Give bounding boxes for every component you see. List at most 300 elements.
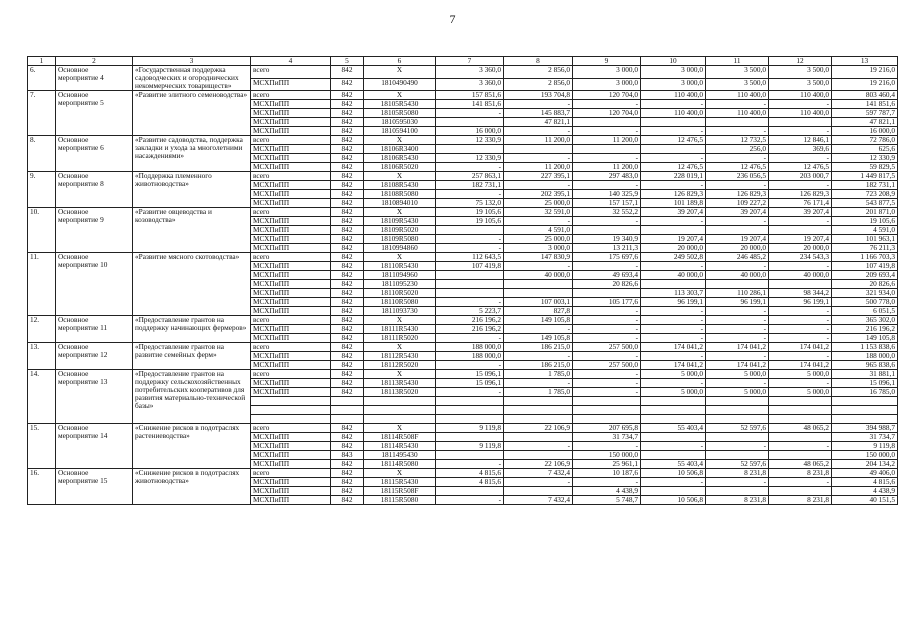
table-cell: 140 325,9 — [573, 190, 641, 199]
table-cell: 842 — [331, 145, 364, 154]
table-cell: 842 — [331, 163, 364, 172]
table-cell: 18106R5430 — [364, 154, 436, 163]
table-cell: - — [641, 379, 706, 388]
table-cell: МСХПиПП — [251, 109, 331, 118]
table-cell: МСХПиПП — [251, 298, 331, 307]
table-cell: 19 207,4 — [641, 235, 706, 244]
table-cell: - — [641, 307, 706, 316]
table-cell: 18106R5020 — [364, 163, 436, 172]
row-number: 11. — [28, 253, 56, 316]
table-cell: 842 — [331, 208, 364, 217]
table-cell: 59 829,5 — [832, 163, 898, 172]
table-cell: 147 830,9 — [504, 253, 573, 262]
event-name: Основное мероприятие 12 — [56, 343, 133, 370]
table-cell — [573, 118, 641, 127]
table-cell: 15 096,1 — [436, 370, 504, 379]
page-number: 7 — [449, 12, 456, 26]
table-cell: 842 — [331, 109, 364, 118]
table-cell — [769, 406, 832, 415]
table-cell — [436, 145, 504, 154]
event-title: «Предоставление грантов на поддержку сельскохозяйственных потребительских кооперативов для развития материально-технической базы» — [133, 370, 251, 424]
table-cell: 842 — [331, 442, 364, 451]
table-cell: 157 157,1 — [573, 199, 641, 208]
table-cell: X — [364, 469, 436, 478]
event-name: Основное мероприятие 8 — [56, 172, 133, 208]
table-cell: МСХПиПП — [251, 388, 331, 397]
table-cell — [573, 289, 641, 298]
table-cell: - — [573, 154, 641, 163]
table-cell: 842 — [331, 334, 364, 343]
table-cell: 186 215,0 — [504, 361, 573, 370]
table-cell: 207 695,8 — [573, 424, 641, 433]
table-cell: 120 704,0 — [573, 91, 641, 100]
table-cell: 5 000,0 — [706, 388, 769, 397]
table-cell — [641, 280, 706, 289]
table-cell: 18113R5430 — [364, 379, 436, 388]
event-name: Основное мероприятие 9 — [56, 208, 133, 253]
table-cell — [769, 451, 832, 460]
table-cell: 5 000,0 — [641, 370, 706, 379]
table-cell: - — [769, 217, 832, 226]
table-cell: X — [364, 316, 436, 325]
table-cell: 186 215,0 — [504, 343, 573, 352]
table-cell — [504, 451, 573, 460]
table-cell: - — [641, 154, 706, 163]
table-cell: 15 096,1 — [832, 379, 898, 388]
row-number: 7. — [28, 91, 56, 136]
table-cell: 49 406,0 — [832, 469, 898, 478]
table-cell: 18115R5080 — [364, 496, 436, 505]
row-number: 9. — [28, 172, 56, 208]
table-cell — [504, 433, 573, 442]
table-cell: - — [573, 127, 641, 136]
table-cell: 12 476,5 — [769, 163, 832, 172]
table-cell: 96 199,1 — [769, 298, 832, 307]
table-cell: 842 — [331, 217, 364, 226]
table-cell: 18112R5020 — [364, 361, 436, 370]
table-cell: - — [706, 325, 769, 334]
table-cell: 842 — [331, 370, 364, 379]
table-cell: 246 485,2 — [706, 253, 769, 262]
table-cell: 141 851,6 — [832, 100, 898, 109]
table-cell: 12 330,9 — [436, 136, 504, 145]
table-cell: всего — [251, 66, 331, 79]
column-number: 6 — [364, 57, 436, 66]
table-cell: X — [364, 136, 436, 145]
table-cell: - — [436, 298, 504, 307]
table-cell: - — [769, 100, 832, 109]
table-cell: 145 883,7 — [504, 109, 573, 118]
table-cell: 96 199,1 — [706, 298, 769, 307]
table-cell: 842 — [331, 325, 364, 334]
table-cell: 3 500,0 — [706, 66, 769, 79]
table-cell: - — [436, 334, 504, 343]
table-cell: 40 000,0 — [706, 271, 769, 280]
table-cell: 18108R5430 — [364, 181, 436, 190]
table-cell: 19 216,0 — [832, 78, 898, 91]
table-cell: 193 704,8 — [504, 91, 573, 100]
table-cell: всего — [251, 370, 331, 379]
table-cell: - — [641, 127, 706, 136]
table-cell — [641, 433, 706, 442]
table-cell: 18113R5020 — [364, 388, 436, 397]
table-cell: МСХПиПП — [251, 433, 331, 442]
table-cell: 843 — [331, 451, 364, 460]
table-cell — [573, 145, 641, 154]
table-cell: 3 500,0 — [769, 78, 832, 91]
table-cell: 842 — [331, 190, 364, 199]
table-cell: - — [504, 325, 573, 334]
table-cell: 149 105,8 — [504, 334, 573, 343]
table-cell: 15 096,1 — [436, 379, 504, 388]
table-cell: всего — [251, 136, 331, 145]
table-cell: - — [641, 442, 706, 451]
table-cell — [832, 406, 898, 415]
table-cell: 842 — [331, 478, 364, 487]
table-cell: 101 963,1 — [832, 235, 898, 244]
table-cell — [504, 280, 573, 289]
table-cell: 5 000,0 — [769, 370, 832, 379]
table-cell: 10 187,6 — [573, 469, 641, 478]
event-title: «Развитие овцеводства и козоводства» — [133, 208, 251, 253]
row-number: 14. — [28, 370, 56, 424]
table-cell: 22 106,9 — [504, 424, 573, 433]
table-cell: МСХПиПП — [251, 496, 331, 505]
table-cell: 47 821,1 — [504, 118, 573, 127]
table-cell: 18111R5020 — [364, 334, 436, 343]
table-cell: 174 041,2 — [706, 343, 769, 352]
table-cell: - — [504, 478, 573, 487]
table-cell: 842 — [331, 289, 364, 298]
event-name: Основное мероприятие 15 — [56, 469, 133, 505]
table-cell — [573, 406, 641, 415]
table-cell: МСХПиПП — [251, 163, 331, 172]
table-cell: всего — [251, 316, 331, 325]
table-cell: 188 000,0 — [436, 343, 504, 352]
table-cell: МСХПиПП — [251, 271, 331, 280]
table-cell — [436, 289, 504, 298]
table-cell: МСХПиПП — [251, 478, 331, 487]
column-number: 8 — [504, 57, 573, 66]
table-row — [28, 208, 898, 217]
column-number: 4 — [251, 57, 331, 66]
table-cell: - — [641, 352, 706, 361]
table-cell: 110 400,0 — [641, 109, 706, 118]
table-cell: 297 483,0 — [573, 172, 641, 181]
table-cell — [436, 415, 504, 424]
table-cell: 18112R5430 — [364, 352, 436, 361]
event-title: «Развитие мясного скотоводства» — [133, 253, 251, 316]
table-cell: 182 731,1 — [436, 181, 504, 190]
table-cell: 1811495430 — [364, 451, 436, 460]
table-cell — [706, 397, 769, 406]
table-cell: 236 056,5 — [706, 172, 769, 181]
table-row — [28, 172, 898, 181]
table-cell: МСХПиПП — [251, 127, 331, 136]
column-number: 12 — [769, 57, 832, 66]
table-cell: 842 — [331, 136, 364, 145]
table-cell: 8 231,8 — [769, 496, 832, 505]
table-cell: 202 395,1 — [504, 190, 573, 199]
table-cell: - — [706, 100, 769, 109]
table-cell: 842 — [331, 343, 364, 352]
column-number: 9 — [573, 57, 641, 66]
table-cell: 120 704,0 — [573, 109, 641, 118]
table-cell: 1 785,0 — [504, 370, 573, 379]
table-cell: 18105R5430 — [364, 100, 436, 109]
table-cell — [331, 415, 364, 424]
table-cell: 216 196,2 — [436, 316, 504, 325]
table-cell — [251, 406, 331, 415]
column-number: 7 — [436, 57, 504, 66]
table-cell: 827,8 — [504, 307, 573, 316]
table-cell: - — [641, 100, 706, 109]
budget-table — [27, 56, 898, 505]
table-cell — [331, 397, 364, 406]
table-cell — [436, 433, 504, 442]
table-cell: 11 200,0 — [504, 163, 573, 172]
column-number: 10 — [641, 57, 706, 66]
table-cell — [641, 415, 706, 424]
table-cell: 842 — [331, 78, 364, 91]
table-cell: - — [504, 217, 573, 226]
table-cell: всего — [251, 172, 331, 181]
table-cell: 39 207,4 — [769, 208, 832, 217]
table-cell: 39 207,4 — [706, 208, 769, 217]
table-cell: 209 693,4 — [832, 271, 898, 280]
table-cell: 803 460,4 — [832, 91, 898, 100]
table-cell: 234 543,3 — [769, 253, 832, 262]
table-cell: всего — [251, 469, 331, 478]
table-cell — [573, 415, 641, 424]
event-name: Основное мероприятие 14 — [56, 424, 133, 469]
table-cell: 126 829,3 — [706, 190, 769, 199]
table-cell — [504, 406, 573, 415]
table-cell: 32 591,0 — [504, 208, 573, 217]
table-cell — [769, 118, 832, 127]
table-cell: - — [769, 307, 832, 316]
table-cell: - — [436, 361, 504, 370]
table-cell: - — [573, 478, 641, 487]
table-cell: 18106R3400 — [364, 145, 436, 154]
event-title: «Развитие элитного семеноводства» — [133, 91, 251, 136]
table-cell: 18105R5080 — [364, 109, 436, 118]
table-cell: - — [573, 379, 641, 388]
table-cell: 31 734,7 — [573, 433, 641, 442]
table-cell: 4 438,9 — [573, 487, 641, 496]
table-cell: 40 000,0 — [641, 271, 706, 280]
table-cell: 96 199,1 — [641, 298, 706, 307]
event-title: «Государственная поддержка садоводческих и огороднических некоммерческих товариществ» — [133, 66, 251, 91]
table-cell: 228 019,1 — [641, 172, 706, 181]
table-cell: 5 000,0 — [706, 370, 769, 379]
table-cell: 107 003,1 — [504, 298, 573, 307]
table-cell — [436, 397, 504, 406]
event-title: «Снижение рисков в подотраслях растениеводства» — [133, 424, 251, 469]
table-cell: - — [769, 127, 832, 136]
table-cell: 6 051,5 — [832, 307, 898, 316]
table-cell: 7 432,4 — [504, 469, 573, 478]
table-cell: 19 340,9 — [573, 235, 641, 244]
table-cell: 174 041,2 — [641, 343, 706, 352]
table-cell — [706, 415, 769, 424]
table-cell: 3 360,0 — [436, 78, 504, 91]
table-cell: - — [504, 154, 573, 163]
table-cell: - — [769, 442, 832, 451]
table-cell: 18110R5020 — [364, 289, 436, 298]
table-cell: - — [504, 442, 573, 451]
table-cell: 2 856,0 — [504, 66, 573, 79]
table-cell: X — [364, 370, 436, 379]
table-cell — [251, 397, 331, 406]
event-name: Основное мероприятие 10 — [56, 253, 133, 316]
table-cell: 8 231,8 — [769, 469, 832, 478]
table-cell — [832, 397, 898, 406]
table-cell — [641, 145, 706, 154]
table-cell: - — [436, 460, 504, 469]
table-cell: 18114R5430 — [364, 442, 436, 451]
table-cell: 47 821,1 — [832, 118, 898, 127]
table-cell: 110 400,0 — [769, 109, 832, 118]
table-cell: 174 041,2 — [706, 361, 769, 370]
table-cell — [436, 118, 504, 127]
table-cell: 149 105,8 — [832, 334, 898, 343]
table-cell: МСХПиПП — [251, 334, 331, 343]
table-cell: 150 000,0 — [573, 451, 641, 460]
table-cell: - — [504, 379, 573, 388]
table-cell: 842 — [331, 298, 364, 307]
table-cell: 249 502,8 — [641, 253, 706, 262]
table-cell: 18110R5430 — [364, 262, 436, 271]
table-cell: 2 856,0 — [504, 78, 573, 91]
table-row — [28, 253, 898, 262]
table-cell: 842 — [331, 379, 364, 388]
table-cell: МСХПиПП — [251, 487, 331, 496]
table-cell — [436, 280, 504, 289]
table-cell: 19 105,6 — [436, 208, 504, 217]
table-cell: 842 — [331, 66, 364, 79]
event-name: Основное мероприятие 6 — [56, 136, 133, 172]
column-number: 5 — [331, 57, 364, 66]
table-cell: МСХПиПП — [251, 352, 331, 361]
table-cell: МСХПиПП — [251, 226, 331, 235]
table-cell: 321 934,0 — [832, 289, 898, 298]
table-cell: 842 — [331, 100, 364, 109]
table-cell: МСХПиПП — [251, 199, 331, 208]
table-cell: 500 778,0 — [832, 298, 898, 307]
table-cell: 11 200,0 — [573, 163, 641, 172]
table-cell: X — [364, 424, 436, 433]
table-cell: МСХПиПП — [251, 262, 331, 271]
table-cell: 5 223,7 — [436, 307, 504, 316]
table-cell: 842 — [331, 487, 364, 496]
table-cell: 257 500,0 — [573, 361, 641, 370]
table-cell: - — [769, 316, 832, 325]
table-cell: X — [364, 172, 436, 181]
table-cell: 188 000,0 — [436, 352, 504, 361]
table-cell: 18111R5430 — [364, 325, 436, 334]
table-cell: 16 785,0 — [832, 388, 898, 397]
table-cell: 12 476,5 — [641, 163, 706, 172]
table-cell: 3 500,0 — [769, 66, 832, 79]
table-cell: 257 500,0 — [573, 343, 641, 352]
table-cell: - — [706, 352, 769, 361]
table-cell: 204 134,2 — [832, 460, 898, 469]
table-cell: МСХПиПП — [251, 451, 331, 460]
table-cell: 842 — [331, 127, 364, 136]
table-cell: - — [504, 262, 573, 271]
event-title: «Поддержка племенного животноводства» — [133, 172, 251, 208]
table-cell: МСХПиПП — [251, 460, 331, 469]
column-number: 3 — [133, 57, 251, 66]
table-cell: 4 591,0 — [504, 226, 573, 235]
table-cell — [706, 451, 769, 460]
table-cell: 842 — [331, 226, 364, 235]
table-cell: - — [504, 181, 573, 190]
table-cell: 19 216,0 — [832, 66, 898, 79]
table-cell: - — [573, 307, 641, 316]
table-cell: 227 395,1 — [504, 172, 573, 181]
table-cell: 13 211,3 — [573, 244, 641, 253]
table-cell: 48 065,2 — [769, 424, 832, 433]
table-cell: 842 — [331, 244, 364, 253]
table-cell: МСХПиПП — [251, 145, 331, 154]
table-cell: 10 506,8 — [641, 469, 706, 478]
table-cell: 842 — [331, 433, 364, 442]
table-row — [28, 424, 898, 433]
table-cell: 101 189,8 — [641, 199, 706, 208]
table-cell: 5 000,0 — [641, 388, 706, 397]
table-cell: 256,0 — [706, 145, 769, 154]
table-cell — [504, 487, 573, 496]
table-cell: 149 105,8 — [504, 316, 573, 325]
table-cell: 20 000,0 — [769, 244, 832, 253]
table-cell: 842 — [331, 271, 364, 280]
table-cell: - — [573, 442, 641, 451]
table-cell: - — [504, 100, 573, 109]
table-cell: 174 041,2 — [769, 361, 832, 370]
table-cell: 40 000,0 — [504, 271, 573, 280]
table-cell: МСХПиПП — [251, 280, 331, 289]
table-cell: МСХПиПП — [251, 181, 331, 190]
event-name: Основное мероприятие 13 — [56, 370, 133, 424]
table-cell: 8 231,8 — [706, 496, 769, 505]
table-cell: 842 — [331, 154, 364, 163]
table-cell: МСХПиПП — [251, 154, 331, 163]
table-cell: - — [706, 217, 769, 226]
table-cell: 25 961,1 — [573, 460, 641, 469]
table-cell: - — [436, 163, 504, 172]
table-cell: всего — [251, 424, 331, 433]
table-cell: - — [436, 109, 504, 118]
table-cell: 4 438,9 — [832, 487, 898, 496]
table-cell: 22 106,9 — [504, 460, 573, 469]
table-row — [28, 91, 898, 100]
table-cell: всего — [251, 91, 331, 100]
table-cell — [436, 271, 504, 280]
table-cell: 150 000,0 — [832, 451, 898, 460]
table-cell: 157 851,6 — [436, 91, 504, 100]
table-cell: X — [364, 343, 436, 352]
table-cell: 20 826,6 — [573, 280, 641, 289]
table-cell: 842 — [331, 460, 364, 469]
table-cell — [573, 397, 641, 406]
table-cell: 842 — [331, 496, 364, 505]
table-cell — [641, 226, 706, 235]
table-cell — [504, 145, 573, 154]
table-cell: - — [706, 127, 769, 136]
table-cell: 18109R5080 — [364, 235, 436, 244]
